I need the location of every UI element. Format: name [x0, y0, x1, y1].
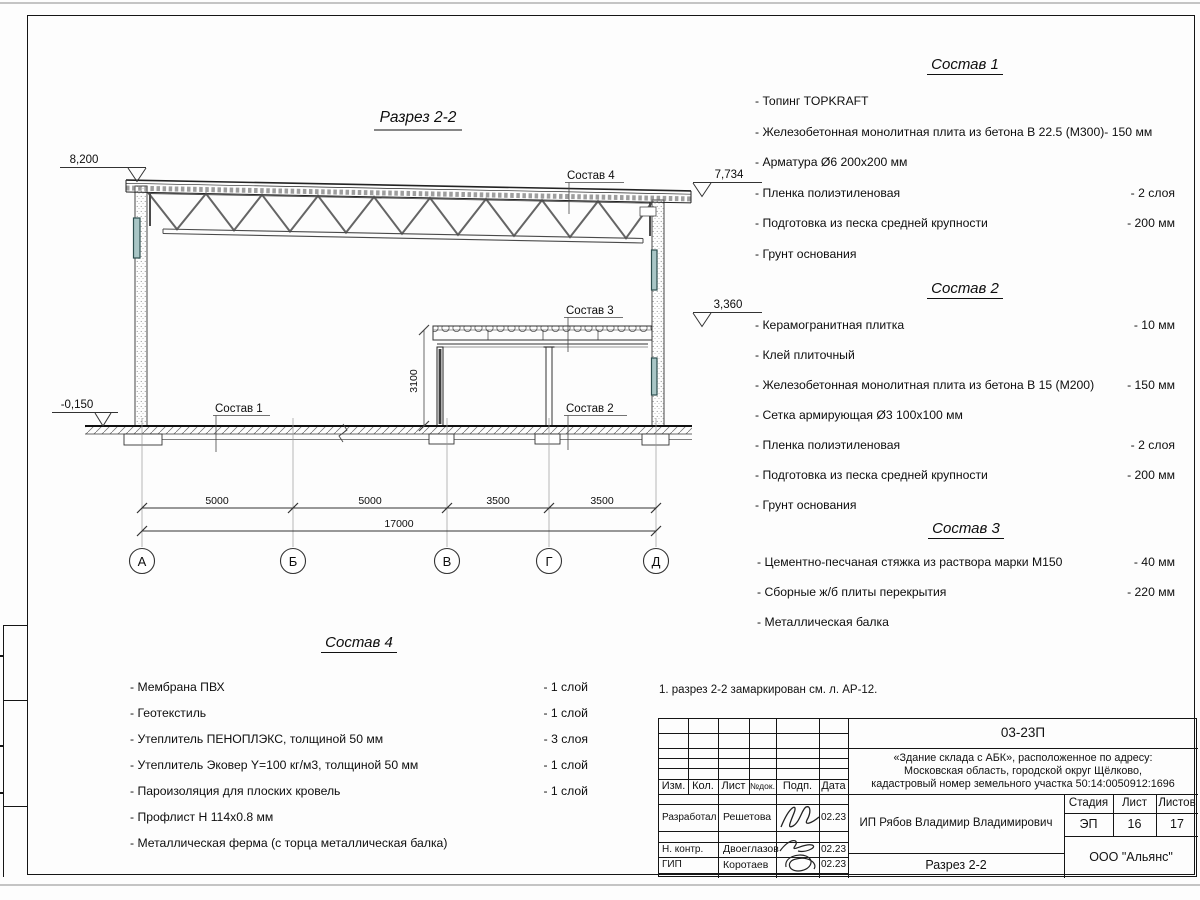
list-item [755, 408, 1175, 438]
callout-label: Состав 2 [566, 403, 614, 415]
composition-list-2 [755, 280, 1175, 528]
dim-value: 5000 [205, 495, 229, 507]
list-item [757, 585, 1175, 615]
composition-list-4 [130, 634, 588, 862]
item-label: - Керамогранитная плитка [755, 318, 905, 332]
dim-value: 3500 [590, 495, 614, 507]
footing [642, 434, 669, 445]
item-value: - 220 мм [1127, 585, 1175, 599]
item-label: - Железобетонная монолитная плита из бетона В 22.5 (М300)- 150 мм [755, 124, 1153, 139]
drawing-note: 1. разрез 2-2 замаркирован см. л. АР-12. [659, 684, 878, 696]
project-address-line3: кадастровый номер земельного участка 50:14:0050912:1696 [871, 777, 1175, 790]
date-developer: 02.23 [820, 811, 847, 823]
name-developer: Решетова [723, 811, 772, 824]
elevation-value: 8,200 [69, 154, 99, 166]
side-stamp-line [3, 625, 4, 877]
item-value: - 3 слоя [543, 732, 588, 746]
list-item [130, 810, 588, 836]
signature-developer [778, 801, 822, 833]
column-axis-g [546, 347, 552, 426]
side-stamp-mark [0, 745, 3, 747]
item-label: - Пароизоляция для плоских кровель [130, 784, 341, 798]
item-label: - Пленка полиэтиленовая [755, 438, 901, 452]
item-value: - 2 слоя [1130, 438, 1175, 452]
item-label: - Клей плиточный [755, 348, 855, 362]
comp2-title-text: Состав 2 [927, 280, 1003, 299]
page-edge-bottom [0, 884, 1200, 886]
mezzanine-floor [433, 326, 652, 347]
col-list: Лист [721, 779, 746, 792]
axis-letter: В [442, 554, 452, 569]
sheets-value: 17 [1170, 817, 1184, 831]
composition-list-1 [755, 56, 1175, 277]
sheet-label: Лист [1122, 796, 1147, 809]
callout-label: Состав 1 [215, 403, 263, 415]
section-drawing [0, 0, 780, 600]
item-label: - Пленка полиэтиленовая [755, 185, 901, 200]
item-label: - Топинг TOPKRAFT [755, 94, 869, 108]
col-ndok: №док. [750, 781, 775, 792]
truss-bearing [640, 207, 656, 216]
dimension-3100 [408, 325, 429, 431]
axis-letter: Д [651, 554, 661, 569]
axis-letter: Б [288, 554, 298, 569]
name-ncontrol: Двоеглазов [723, 843, 779, 856]
role-developer: Разработал [662, 811, 717, 823]
date-ncontrol: 02.23 [820, 843, 847, 855]
comp4-title-text: Состав 4 [321, 634, 397, 653]
list-item [755, 125, 1175, 156]
ground-slab [85, 424, 692, 445]
list-item [755, 348, 1175, 378]
item-value: - 10 мм [1133, 318, 1175, 332]
comp1-title-text: Состав 1 [927, 56, 1003, 75]
item-label: - Металлическая балка [757, 615, 889, 629]
signature-gip [776, 837, 826, 877]
elevation-mark-8200 [60, 154, 146, 182]
section-title-text: Разрез 2-2 [379, 109, 457, 126]
item-label: - Грунт основания [755, 246, 857, 261]
client-name: ИП Рябов Владимир Владимирович [859, 816, 1053, 829]
list-item [755, 186, 1175, 217]
dim-value: 17000 [384, 518, 414, 530]
item-label: - Грунт основания [755, 498, 857, 512]
list-item [757, 555, 1175, 585]
doc-number: 03-23П [1000, 725, 1046, 741]
list-item [130, 836, 588, 862]
date-gip: 02.23 [820, 859, 847, 870]
list-item [130, 784, 588, 810]
item-label: - Цементно-песчаная стяжка из раствора марки М150 [757, 555, 1063, 569]
item-value: - 200 мм [1127, 468, 1175, 482]
list-item [130, 732, 588, 758]
role-ncontrol: Н. контр. [662, 843, 704, 855]
dimension-row-spans [137, 495, 661, 513]
comp3-title-text: Состав 3 [928, 520, 1004, 539]
wall-panel-window [652, 358, 658, 395]
list-item [755, 438, 1175, 468]
list-item [757, 615, 1175, 645]
comp2-title [755, 280, 1175, 297]
project-address-line2: Московская область, городской округ Щёлково, [903, 764, 1143, 777]
item-value: - 40 мм [1133, 555, 1175, 569]
side-stamp-line [3, 700, 28, 701]
project-address-line1: «Здание склада с АБК», расположенное по адресу: [893, 751, 1153, 764]
list-item [755, 247, 1175, 278]
comp3-title [757, 520, 1175, 537]
dim-value: 5000 [358, 495, 382, 507]
col-izm: Изм. [661, 779, 686, 792]
col-podp: Подп. [782, 779, 813, 792]
side-stamp-mark [0, 792, 3, 794]
list-item [755, 378, 1175, 408]
right-wall [652, 200, 665, 426]
dim-value: 3100 [408, 369, 420, 393]
elevation-mark-7734 [693, 169, 762, 197]
callout-label: Состав 4 [567, 170, 615, 182]
item-value: - 1 слой [543, 706, 588, 720]
footing [535, 434, 560, 444]
list-item [755, 318, 1175, 348]
elevation-value: 3,360 [713, 299, 743, 311]
col-data: Дата [821, 779, 846, 792]
list-item [755, 155, 1175, 186]
stage-value: ЭП [1079, 817, 1098, 831]
comp4-title [130, 634, 588, 651]
stage-label: Стадия [1068, 796, 1109, 809]
list-item [755, 468, 1175, 498]
list-item [130, 706, 588, 732]
list-item [755, 216, 1175, 247]
item-label: - Сетка армирующая Ø3 100x100 мм [755, 408, 963, 422]
item-label: - Подготовка из песка средней крупности [755, 468, 988, 482]
item-label: - Сборные ж/б плиты перекрытия [757, 585, 947, 599]
list-item [130, 680, 588, 706]
item-label: - Арматура Ø6 200x200 мм [755, 155, 908, 169]
item-label: - Профлист Н 114x0.8 мм [130, 810, 274, 824]
comp1-title [755, 56, 1175, 73]
title-block [658, 718, 1197, 877]
wall-panel-window [652, 250, 658, 290]
roof-truss [148, 193, 656, 244]
item-value: - 1 слой [543, 680, 588, 694]
section-title [374, 109, 462, 130]
sheet-value: 16 [1127, 817, 1142, 831]
elevation-mark-minus-0150 [52, 399, 118, 426]
company-name: ООО "Альянс" [1089, 849, 1173, 864]
project-address [848, 748, 1198, 794]
axis-bubbles [130, 549, 669, 574]
list-item [130, 758, 588, 784]
footing [429, 434, 454, 444]
item-label: - Утеплитель Эковер Y=100 кг/м3, толщиной 50 мм [130, 758, 419, 772]
elevation-value: 7,734 [714, 169, 744, 181]
item-value: - 2 слоя [1130, 185, 1175, 200]
axis-letter: Г [545, 554, 553, 569]
truss-diagonals [148, 193, 652, 239]
left-wall [134, 186, 148, 426]
item-label: - Мембрана ПВХ [130, 680, 225, 694]
sheet-section-title: Разрез 2-2 [925, 858, 987, 872]
item-label: - Геотекстиль [130, 706, 207, 720]
callout-label: Состав 3 [566, 305, 614, 317]
column-axis-v [439, 349, 442, 424]
wall-panel-window [134, 218, 141, 258]
sheets-label: Листов [1158, 796, 1196, 809]
item-label: - Подготовка из песка средней крупности [755, 216, 988, 230]
item-label: - Утеплитель ПЕНОПЛЭКС, толщиной 50 мм [130, 732, 384, 746]
item-value: - 200 мм [1127, 216, 1175, 230]
elevation-value: -0,150 [60, 399, 94, 411]
dim-value: 3500 [486, 495, 510, 507]
item-label: - Железобетонная монолитная плита из бетона В 15 (М200) [755, 378, 1095, 392]
axis-letter: А [137, 554, 147, 569]
list-item [755, 94, 1175, 125]
side-stamp-mark [0, 655, 3, 657]
item-value: - 1 слой [543, 784, 588, 798]
col-kol: Кол. [692, 779, 714, 792]
role-gip: ГИП [662, 859, 682, 870]
item-value: - 150 мм [1127, 378, 1175, 392]
side-stamp-line [3, 625, 28, 626]
side-stamp-line [3, 806, 28, 807]
item-value: - 1 слой [543, 758, 588, 772]
item-label: - Металлическая ферма (с торца металлическая балка) [130, 836, 448, 850]
name-gip: Коротаев [723, 858, 769, 871]
mezzanine-columns [437, 347, 555, 426]
composition-list-3 [757, 520, 1175, 645]
elevation-mark-3360 [693, 299, 762, 327]
dimension-row-total [137, 518, 661, 536]
footing [124, 434, 162, 445]
